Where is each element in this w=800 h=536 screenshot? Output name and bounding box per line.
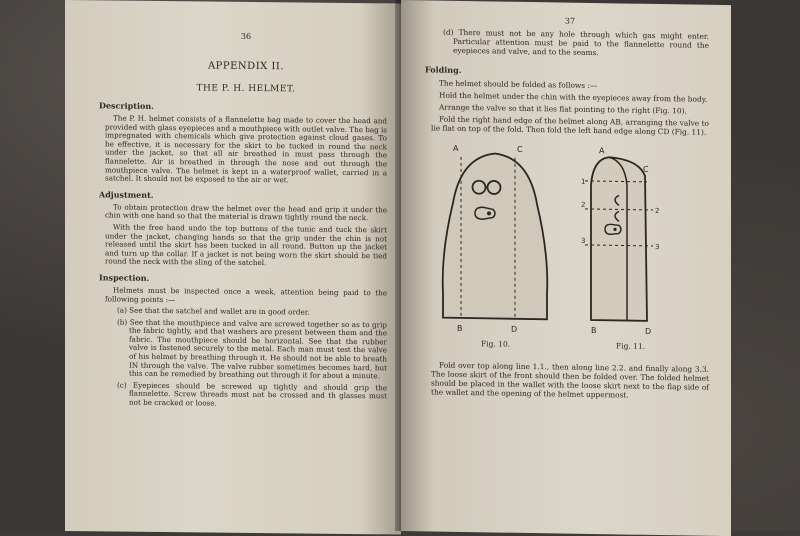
fig10-label-d: D <box>511 325 517 334</box>
folding-heading: Folding. <box>425 64 709 78</box>
fig11-label-c: C <box>643 165 649 174</box>
inspection-item-b: (b) See that the mouthpiece and valve are screwed together so as to grip the fabric tightly, and that washers are present between them and the fabric. The mouthpiece should be horizontal. See that the rubber valve is fastened securely to the metal. Each man must test the valve of his helmet by breathing through it. He should not be able to breath IN through the valve. The valve rubber sometimes becomes hard, but this can be remedied by breathing out through it for about a minute. <box>117 318 387 381</box>
fig10-caption: Fig. 10. <box>481 339 510 348</box>
section-title: THE P. H. HELMET. <box>105 82 387 95</box>
fig10-label-c: C <box>517 145 523 154</box>
figure-10-helmet-flat <box>431 142 561 334</box>
page-number-right: 37 <box>431 14 709 27</box>
adjustment-paragraph-2: With the free hand undo the top buttons of the tunic and tuck the skirt under the jacket, changing hands so that the grip under the chin is not released until the skirt has been tucked in all round. Button up the jacket and turn up the collar. If a jacket is not being worn the skirt should be tied round the neck with the sling of the satchel. <box>105 223 387 269</box>
folding-paragraph-3: Arrange the valve so that it lies flat pointing to the right (Fig. 10). <box>431 102 709 115</box>
folding-paragraph-2: Hold the helmet under the chin with the eyepieces away from the body. <box>431 90 709 103</box>
fig11-label-b: B <box>591 326 596 335</box>
inspection-item-c: (c) Eyepieces should be screwed up tightly and should grip the flannelette. Screw threads must not be crossed and th glasses must not be cracked or loose. <box>117 381 387 410</box>
right-page <box>401 0 731 536</box>
fig11-label-2-right: 2 <box>655 207 659 215</box>
fig11-label-3-right: 3 <box>655 243 659 251</box>
open-book <box>55 0 735 531</box>
description-text: The P. H. helmet consists of a flannelette bag made to cover the head and provided with glass eyepieces and a mouthpiece with outlet valve. The bag is impregnated with chemicals which give protection against cloud gases. To be effective, it is necessary for the skirt to be tucked in round the neck under the jacket, so that all air breathed in must pass through the flannelette. Air is breathed in through the nose and out through the mouthpiece valve. The helmet is kept in a waterproof wallet, carried in a satchel. It should not be exposed to the air or wet. <box>105 114 387 186</box>
fig11-label-d: D <box>645 327 651 336</box>
page-number-left: 36 <box>105 30 387 42</box>
adjustment-heading: Adjustment. <box>99 189 387 202</box>
appendix-title: APPENDIX II. <box>105 59 387 73</box>
inspection-item-a: (a) See that the satchel and wallet are in good order. <box>117 307 387 318</box>
left-page <box>65 0 401 535</box>
inspection-item-d: (d) There must not be any hole through which gas might enter. Particular attention must be paid to the flannelette round the eyepieces and valve, and to the seams. <box>431 27 709 58</box>
fig10-label-b: B <box>457 324 462 333</box>
adjustment-paragraph-1: To obtain protection draw the helmet over the head and grip it under the chin with one hand so that the material is drawn tightly round the neck. <box>105 203 387 223</box>
figures <box>431 142 709 356</box>
folding-paragraph-4: Fold the right hand edge of the helmet along AB, arranging the valve to lie flat on top of the fold. Then fold the left hand edge along CD (Fig. 11). <box>431 114 709 136</box>
fig11-label-2-left: 2 <box>581 201 585 209</box>
fig11-label-1: 1 <box>581 178 585 186</box>
fig11-label-a: A <box>599 146 605 155</box>
closing-instructions: Fold over top along line 1.1., then along line 2.2. and finally along 3.3. The loose skirt of the front should then be folded over. The folded helmet should be placed in the wallet with the loose skirt next to the flap side of the wallet and the opening of the helmet uppermost. <box>431 360 709 400</box>
inspection-heading: Inspection. <box>99 272 387 285</box>
description-heading: Description. <box>99 100 387 113</box>
folding-paragraph-1: The helmet should be folded as follows :— <box>431 78 709 91</box>
fig11-caption: Fig. 11. <box>616 341 645 350</box>
fig11-label-3-left: 3 <box>581 237 585 245</box>
figure-11-helmet-folded <box>581 145 691 337</box>
fig10-label-a: A <box>453 144 459 153</box>
inspection-intro: Helmets must be inspected once a week, attention being paid to the following points :— <box>105 286 387 306</box>
